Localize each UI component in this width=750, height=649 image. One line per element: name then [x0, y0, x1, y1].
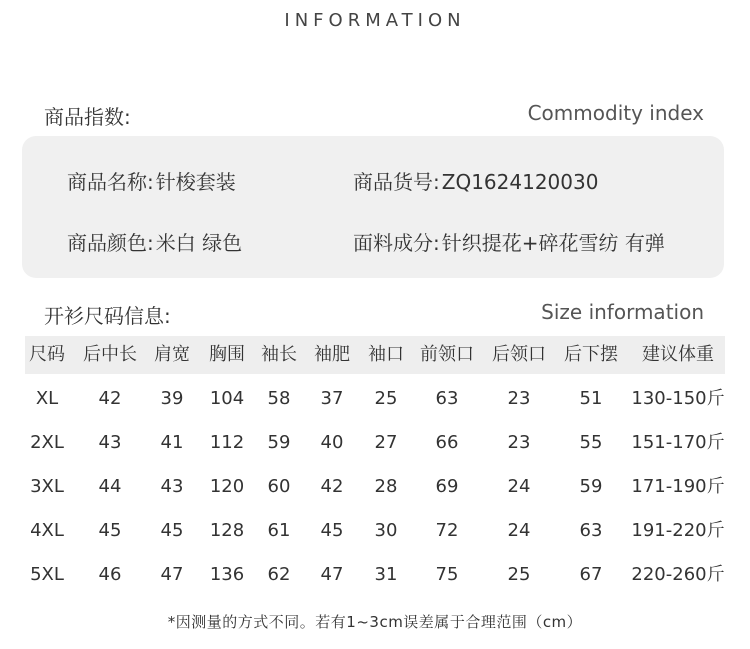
size-table-cell: 128 [209, 520, 245, 541]
size-table-cell: 3XL [30, 476, 64, 497]
size-table-cell: 31 [374, 564, 398, 585]
commodity-label-cn: 商品指数: [44, 105, 131, 129]
field-product-name [67, 166, 236, 195]
size-table-cell: 220-260斤 [631, 564, 725, 585]
size-table-cell: 58 [267, 388, 291, 409]
commodity-info-box [22, 136, 724, 278]
size-table-cell: 45 [98, 520, 122, 541]
size-table-cell: 4XL [30, 520, 64, 541]
size-table-cell: 23 [507, 388, 531, 409]
size-table-cell: 120 [209, 476, 245, 497]
size-table-cell: 23 [507, 432, 531, 453]
size-table-cell: 136 [209, 564, 245, 585]
size-table-cell: 45 [320, 520, 344, 541]
size-table-cell: 72 [435, 520, 459, 541]
field-fabric [353, 227, 665, 256]
field-key: 商品货号: [353, 170, 440, 194]
measurement-footnote: *因测量的方式不同。若有1~3cm误差属于合理范围（cm） [167, 613, 583, 631]
page-title: INFORMATION [284, 10, 466, 31]
size-table-cell: 55 [579, 432, 603, 453]
size-table-cell: 69 [435, 476, 459, 497]
size-table-cell: 62 [267, 564, 291, 585]
size-table-cell: 41 [160, 432, 184, 453]
size-table-cell: 24 [507, 476, 531, 497]
size-table-cell: 112 [209, 432, 245, 453]
size-table-cell: 42 [320, 476, 344, 497]
size-table-cell: 59 [579, 476, 603, 497]
size-table-cell: 151-170斤 [631, 432, 725, 453]
field-value: 米白 绿色 [155, 231, 243, 255]
size-table-cell: 2XL [30, 432, 64, 453]
size-col-header: 胸围 [209, 344, 245, 365]
size-table-cell: 5XL [30, 564, 64, 585]
size-col-header: 后领口 [492, 344, 546, 365]
size-table-cell: 30 [374, 520, 398, 541]
field-key: 面料成分: [353, 231, 440, 255]
size-table-cell: 104 [209, 388, 245, 409]
size-table-cell: 28 [374, 476, 398, 497]
size-col-header: 袖长 [261, 344, 297, 365]
size-table-cell: 67 [579, 564, 603, 585]
size-table-cell: 37 [320, 388, 344, 409]
size-table-cell: 47 [320, 564, 344, 585]
field-value: 针织提花+碎花雪纺 有弹 [441, 231, 665, 255]
commodity-label-en: Commodity index [527, 101, 704, 125]
size-table-cell: 27 [374, 432, 398, 453]
size-label-cn: 开衫尺码信息: [44, 304, 171, 328]
size-table-cell: 44 [98, 476, 122, 497]
field-product-code [353, 166, 598, 195]
size-label-en: Size information [541, 300, 704, 324]
field-product-color [67, 227, 242, 256]
size-table-cell: 60 [267, 476, 291, 497]
size-table-cell: 47 [160, 564, 184, 585]
field-key: 商品颜色: [67, 231, 154, 255]
size-col-header: 尺码 [29, 344, 65, 365]
size-table-cell: 24 [507, 520, 531, 541]
size-table-cell: 130-150斤 [631, 388, 725, 409]
size-col-header: 后中长 [83, 344, 137, 365]
size-col-header: 肩宽 [154, 344, 190, 365]
field-key: 商品名称: [67, 170, 154, 194]
size-table-cell: 171-190斤 [631, 476, 725, 497]
size-table-cell: 59 [267, 432, 291, 453]
size-table-cell: 43 [160, 476, 184, 497]
size-table-cell: 75 [435, 564, 459, 585]
size-col-header: 袖肥 [314, 344, 350, 365]
size-table-cell: 66 [435, 432, 459, 453]
size-col-header: 袖口 [368, 344, 404, 365]
size-table-cell: 46 [98, 564, 122, 585]
size-table-cell: XL [35, 388, 59, 409]
size-table-cell: 42 [98, 388, 122, 409]
size-table-cell: 39 [160, 388, 184, 409]
size-col-header: 建议体重 [642, 344, 714, 365]
size-table-cell: 63 [579, 520, 603, 541]
field-value: ZQ1624120030 [441, 170, 599, 194]
size-table-cell: 191-220斤 [631, 520, 725, 541]
size-table-cell: 61 [267, 520, 291, 541]
size-table-cell: 25 [507, 564, 531, 585]
size-table-cell: 63 [435, 388, 459, 409]
size-table-cell: 43 [98, 432, 122, 453]
size-table-cell: 25 [374, 388, 398, 409]
size-table-cell: 45 [160, 520, 184, 541]
field-value: 针梭套装 [155, 170, 236, 194]
size-table-cell: 40 [320, 432, 344, 453]
size-col-header: 后下摆 [564, 344, 618, 365]
size-col-header: 前领口 [420, 344, 474, 365]
size-table-cell: 51 [579, 388, 603, 409]
